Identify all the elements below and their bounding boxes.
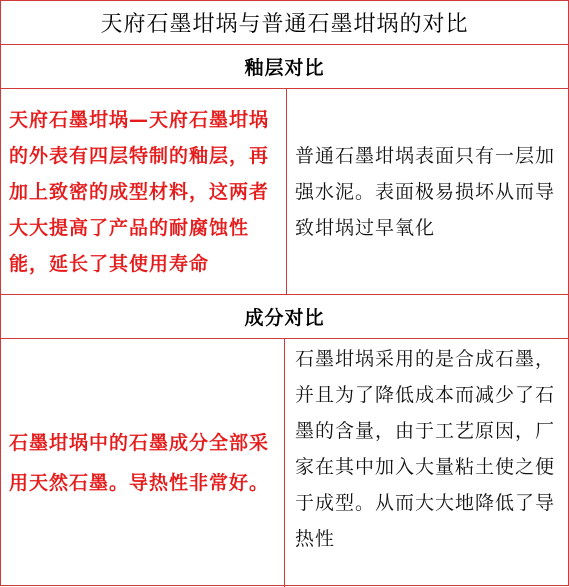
ordinary-cell: [285, 339, 568, 587]
ordinary-composition-text: 石墨坩埚采用的是合成石墨，并且为了降低成本而减少了石墨的含量，由于工艺原因，厂家在其中加入大量粘土使之便于成型。从而大大地降低了导热性: [295, 348, 556, 550]
section-header-cell: [1, 45, 568, 88]
tianfu-cell: [1, 339, 285, 587]
section-header-row: [1, 295, 568, 339]
comparison-row-composition: [1, 339, 568, 587]
comparison-row-glaze: [1, 89, 568, 295]
section-heading-composition: 成分对比: [244, 307, 325, 329]
tianfu-composition-text: 石墨坩埚中的石墨成分全部采用天然石墨。导热性非常好。: [9, 432, 270, 494]
tianfu-cell: [1, 89, 287, 294]
section-header-cell: [1, 295, 568, 338]
table-title-row: [1, 1, 568, 45]
table-title: 天府石墨坩埚与普通石墨坩埚的对比: [100, 12, 469, 37]
section-heading-glaze: 釉层对比: [244, 57, 325, 79]
table-title-cell: [1, 1, 568, 44]
section-header-row: [1, 45, 568, 89]
tianfu-glaze-text: 天府石墨坩埚—天府石墨坩埚的外表有四层特制的釉层，再加上致密的成型材料，这两者大大提高了产品的耐腐蚀性能，延长了其使用寿命: [9, 108, 270, 275]
ordinary-glaze-text: 普通石墨坩埚表面只有一层加强水泥。表面极易损坏从而导致坩埚过早氧化: [295, 144, 556, 239]
ordinary-cell: [287, 89, 568, 294]
